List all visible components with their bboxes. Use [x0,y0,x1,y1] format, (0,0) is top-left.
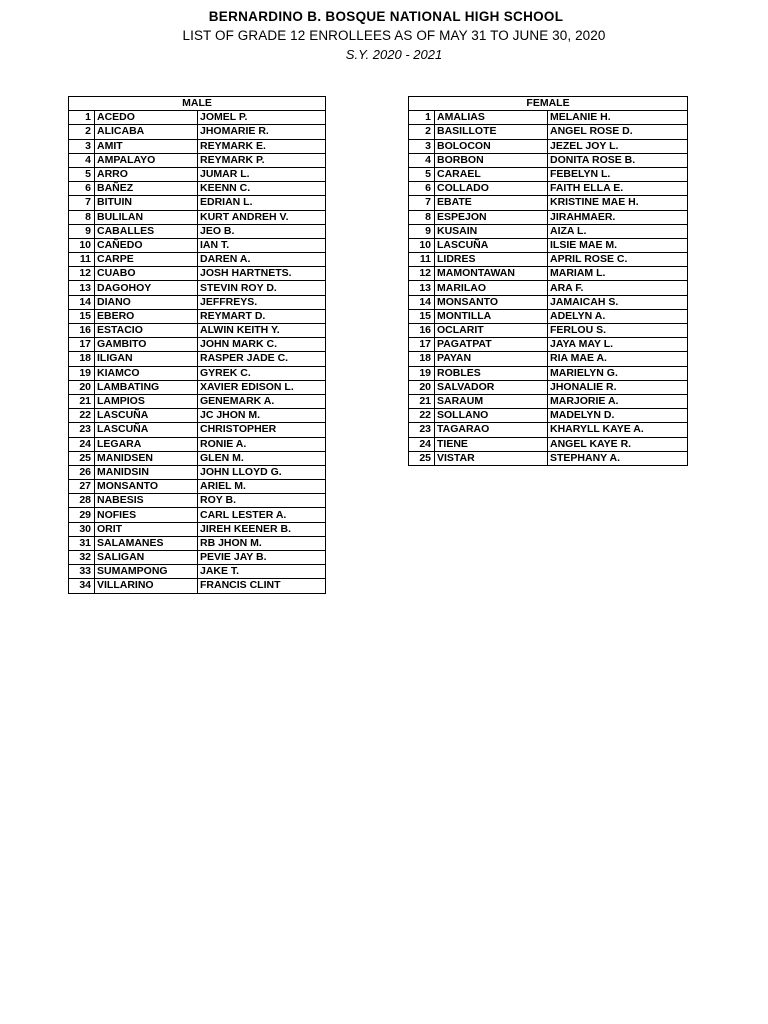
last-name: NABESIS [95,494,198,508]
table-row [409,167,688,181]
table-row [409,437,688,451]
table-row [409,295,688,309]
table-row [409,153,688,167]
table-row [409,324,688,338]
last-name: TIENE [435,437,548,451]
first-name: FERLOU S. [548,324,688,338]
row-number: 13 [69,281,95,295]
table-row [409,380,688,394]
last-name: MANIDSEN [95,451,198,465]
table-row [69,324,326,338]
table-row [69,309,326,323]
table-row [69,295,326,309]
first-name: JHOMARIE R. [198,125,326,139]
table-row [409,224,688,238]
table-row [69,210,326,224]
first-name: STEPHANY A. [548,451,688,465]
last-name: LAMBATING [95,380,198,394]
last-name: KIAMCO [95,366,198,380]
row-number: 31 [69,536,95,550]
first-name: JAKE T. [198,565,326,579]
table-row [409,267,688,281]
first-name: JOHN MARK C. [198,338,326,352]
row-number: 14 [409,295,435,309]
last-name: AMIT [95,139,198,153]
table-row [409,253,688,267]
first-name: MELANIE H. [548,111,688,125]
last-name: ILIGAN [95,352,198,366]
table-row [69,111,326,125]
last-name: COLLADO [435,182,548,196]
row-number: 33 [69,565,95,579]
last-name: NOFIES [95,508,198,522]
last-name: VISTAR [435,451,548,465]
first-name: MARJORIE A. [548,394,688,408]
last-name: MONSANTO [435,295,548,309]
list-subtitle: LIST OF GRADE 12 ENROLLEES AS OF MAY 31 TO JUNE 30, 2020 [182,28,606,43]
first-name: RONIE A. [198,437,326,451]
table-row [409,281,688,295]
last-name: LIDRES [435,253,548,267]
table-row [69,394,326,408]
first-name: JEFFREYS. [198,295,326,309]
table-row [409,125,688,139]
table-row [409,338,688,352]
last-name: AMPALAYO [95,153,198,167]
row-number: 29 [69,508,95,522]
row-number: 26 [69,465,95,479]
row-number: 5 [69,167,95,181]
first-name: MARIELYN G. [548,366,688,380]
first-name: JOHN LLOYD G. [198,465,326,479]
row-number: 17 [409,338,435,352]
row-number: 7 [409,196,435,210]
last-name: LEGARA [95,437,198,451]
row-number: 8 [69,210,95,224]
row-number: 21 [409,394,435,408]
table-row [69,565,326,579]
table-row [409,111,688,125]
first-name: RB JHON M. [198,536,326,550]
first-name: ANGEL KAYE R. [548,437,688,451]
table-row [409,451,688,465]
last-name: MONTILLA [435,309,548,323]
first-name: JIREH KEENER B. [198,522,326,536]
last-name: BASILLOTE [435,125,548,139]
last-name: EBERO [95,309,198,323]
row-number: 1 [69,111,95,125]
last-name: AMALIAS [435,111,548,125]
last-name: KUSAIN [435,224,548,238]
last-name: SALVADOR [435,380,548,394]
table-row [69,281,326,295]
first-name: JHONALIE R. [548,380,688,394]
first-name: ARA F. [548,281,688,295]
last-name: SUMAMPONG [95,565,198,579]
male-table-heading: MALE [69,97,326,111]
row-number: 2 [69,125,95,139]
row-number: 12 [409,267,435,281]
row-number: 20 [69,380,95,394]
first-name: FRANCIS CLINT [198,579,326,593]
row-number: 6 [69,182,95,196]
first-name: CHRISTOPHER [198,423,326,437]
row-number: 9 [409,224,435,238]
row-number: 5 [409,167,435,181]
first-name: APRIL ROSE C. [548,253,688,267]
table-row [69,508,326,522]
row-number: 11 [409,253,435,267]
row-number: 17 [69,338,95,352]
first-name: FEBELYN L. [548,167,688,181]
first-name: JAYA MAY L. [548,338,688,352]
last-name: SOLLANO [435,409,548,423]
last-name: ROBLES [435,366,548,380]
last-name: DIANO [95,295,198,309]
table-row [69,423,326,437]
row-number: 16 [69,324,95,338]
table-row [69,238,326,252]
table-row [409,238,688,252]
row-number: 18 [69,352,95,366]
row-number: 28 [69,494,95,508]
first-name: PEVIE JAY B. [198,551,326,565]
female-table-body [409,111,688,466]
row-number: 19 [409,366,435,380]
first-name: KHARYLL KAYE A. [548,423,688,437]
last-name: MANIDSIN [95,465,198,479]
first-name: JUMAR L. [198,167,326,181]
table-row [409,423,688,437]
first-name: ARIEL M. [198,480,326,494]
last-name: BOLOCON [435,139,548,153]
table-row [69,224,326,238]
row-number: 19 [69,366,95,380]
row-number: 11 [69,253,95,267]
first-name: AIZA L. [548,224,688,238]
row-number: 21 [69,394,95,408]
first-name: ILSIE MAE M. [548,238,688,252]
last-name: MAMONTAWAN [435,267,548,281]
row-number: 15 [409,309,435,323]
row-number: 4 [69,153,95,167]
first-name: REYMART D. [198,309,326,323]
row-number: 25 [409,451,435,465]
row-number: 25 [69,451,95,465]
female-table-heading: FEMALE [409,97,688,111]
first-name: ROY B. [198,494,326,508]
row-number: 10 [69,238,95,252]
table-row [69,196,326,210]
row-number: 3 [69,139,95,153]
table-row [409,352,688,366]
last-name: CARAEL [435,167,548,181]
female-enrollees-table [408,96,688,466]
last-name: LASCUÑA [95,409,198,423]
male-enrollees-table [68,96,326,594]
first-name: JOSH HARTNETS. [198,267,326,281]
row-number: 3 [409,139,435,153]
last-name: TAGARAO [435,423,548,437]
first-name: GYREK C. [198,366,326,380]
table-row [69,267,326,281]
table-row [69,139,326,153]
first-name: JC JHON M. [198,409,326,423]
last-name: ESTACIO [95,324,198,338]
table-row [69,167,326,181]
table-row [409,394,688,408]
first-name: GLEN M. [198,451,326,465]
last-name: CAÑEDO [95,238,198,252]
last-name: SARAUM [435,394,548,408]
table-row [69,366,326,380]
table-row [409,366,688,380]
table-row [69,125,326,139]
row-number: 22 [409,409,435,423]
last-name: ACEDO [95,111,198,125]
table-row [69,380,326,394]
table-row [409,196,688,210]
table-row [69,522,326,536]
first-name: JOMEL P. [198,111,326,125]
first-name: GENEMARK A. [198,394,326,408]
table-row [69,153,326,167]
row-number: 8 [409,210,435,224]
first-name: JAMAICAH S. [548,295,688,309]
row-number: 34 [69,579,95,593]
last-name: SALIGAN [95,551,198,565]
first-name: REYMARK P. [198,153,326,167]
first-name: FAITH ELLA E. [548,182,688,196]
last-name: MARILAO [435,281,548,295]
table-row [69,536,326,550]
table-row [69,551,326,565]
table-row [69,579,326,593]
table-row [69,182,326,196]
table-row [69,352,326,366]
school-year: S.Y. 2020 - 2021 [345,47,443,62]
first-name: IAN T. [198,238,326,252]
row-number: 24 [409,437,435,451]
first-name: DONITA ROSE B. [548,153,688,167]
last-name: GAMBITO [95,338,198,352]
row-number: 15 [69,309,95,323]
row-number: 23 [69,423,95,437]
row-number: 2 [409,125,435,139]
row-number: 22 [69,409,95,423]
table-row [69,338,326,352]
table-row [69,253,326,267]
male-table-body [69,111,326,593]
table-row [69,480,326,494]
last-name: PAYAN [435,352,548,366]
table-row [69,437,326,451]
row-number: 24 [69,437,95,451]
last-name: BITUIN [95,196,198,210]
first-name: EDRIAN L. [198,196,326,210]
table-row [409,139,688,153]
row-number: 14 [69,295,95,309]
row-number: 7 [69,196,95,210]
first-name: KEENN C. [198,182,326,196]
last-name: CARPE [95,253,198,267]
first-name: JIRAHMAER. [548,210,688,224]
first-name: JEZEL JOY L. [548,139,688,153]
last-name: EBATE [435,196,548,210]
last-name: BORBON [435,153,548,167]
row-number: 9 [69,224,95,238]
last-name: BAÑEZ [95,182,198,196]
row-number: 18 [409,352,435,366]
table-row [409,210,688,224]
first-name: JEO B. [198,224,326,238]
first-name: RASPER JADE C. [198,352,326,366]
last-name: LASCUÑA [95,423,198,437]
first-name: MADELYN D. [548,409,688,423]
row-number: 6 [409,182,435,196]
last-name: VILLARINO [95,579,198,593]
row-number: 32 [69,551,95,565]
row-number: 20 [409,380,435,394]
last-name: PAGATPAT [435,338,548,352]
last-name: CUABO [95,267,198,281]
table-row [409,309,688,323]
first-name: XAVIER EDISON L. [198,380,326,394]
table-row [69,494,326,508]
row-number: 30 [69,522,95,536]
row-number: 10 [409,238,435,252]
last-name: ESPEJON [435,210,548,224]
row-number: 1 [409,111,435,125]
last-name: ALICABA [95,125,198,139]
row-number: 27 [69,480,95,494]
table-row [409,182,688,196]
last-name: BULILAN [95,210,198,224]
last-name: ORIT [95,522,198,536]
last-name: MONSANTO [95,480,198,494]
first-name: KURT ANDREH V. [198,210,326,224]
last-name: CABALLES [95,224,198,238]
table-row [69,451,326,465]
last-name: ARRO [95,167,198,181]
last-name: SALAMANES [95,536,198,550]
row-number: 13 [409,281,435,295]
table-row [69,465,326,479]
first-name: ADELYN A. [548,309,688,323]
last-name: LAMPIOS [95,394,198,408]
first-name: MARIAM L. [548,267,688,281]
first-name: CARL LESTER A. [198,508,326,522]
first-name: RIA MAE A. [548,352,688,366]
school-name: BERNARDINO B. BOSQUE NATIONAL HIGH SCHOOL [208,9,564,24]
first-name: REYMARK E. [198,139,326,153]
row-number: 12 [69,267,95,281]
first-name: KRISTINE MAE H. [548,196,688,210]
row-number: 16 [409,324,435,338]
last-name: OCLARIT [435,324,548,338]
row-number: 23 [409,423,435,437]
last-name: LASCUÑA [435,238,548,252]
first-name: ANGEL ROSE D. [548,125,688,139]
first-name: ALWIN KEITH Y. [198,324,326,338]
first-name: DAREN A. [198,253,326,267]
table-row [409,409,688,423]
row-number: 4 [409,153,435,167]
last-name: DAGOHOY [95,281,198,295]
first-name: STEVIN ROY D. [198,281,326,295]
table-row [69,409,326,423]
